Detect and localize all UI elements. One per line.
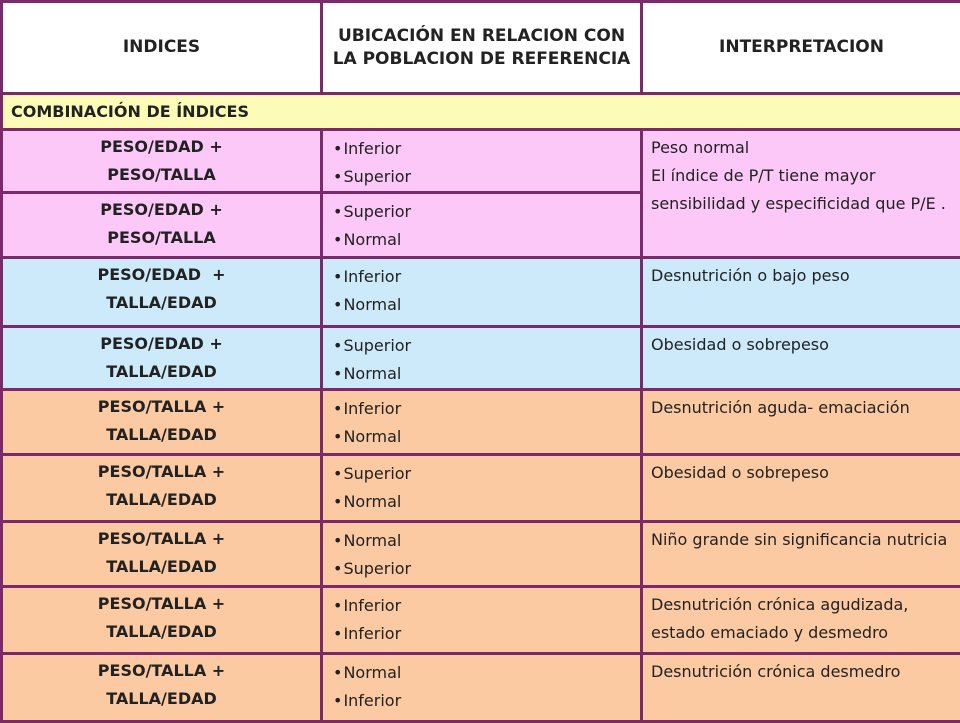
location-cell (322, 258, 642, 327)
interpretation-cell: Desnutrición aguda- emaciación (642, 390, 960, 455)
location-cell (322, 130, 642, 193)
index-line: TALLA/EDAD (3, 421, 320, 449)
index-cell (2, 587, 322, 654)
table-row (2, 455, 960, 522)
index-cell (2, 390, 322, 455)
location-item: • Superior (333, 332, 640, 360)
interpretation-text: Peso normal (651, 134, 952, 162)
index-line: PESO/EDAD + (3, 196, 320, 224)
location-cell (322, 587, 642, 654)
location-item: • Inferior (333, 395, 640, 423)
location-item: • Superior (333, 555, 640, 583)
index-line: TALLA/EDAD (3, 289, 320, 317)
index-line: TALLA/EDAD (3, 486, 320, 514)
location-cell (322, 654, 642, 722)
index-cell (2, 130, 322, 193)
interpretation-text: El índice de P/T tiene mayor sensibilidad y especificidad que P/E . (651, 162, 952, 218)
location-item: • Superior (333, 198, 640, 226)
index-line: TALLA/EDAD (3, 553, 320, 581)
interpretation-cell: Obesidad o sobrepeso (642, 327, 960, 390)
index-line: PESO/EDAD + (3, 133, 320, 161)
index-cell (2, 193, 322, 258)
index-line: PESO/TALLA + (3, 657, 320, 685)
interpretation-cell: Desnutrición o bajo peso (642, 258, 960, 327)
location-item: • Normal (333, 488, 640, 516)
location-cell (322, 390, 642, 455)
location-item: • Normal (333, 226, 640, 254)
index-line: PESO/TALLA + (3, 525, 320, 553)
location-item: • Superior (333, 163, 640, 191)
interpretation-cell: Niño grande sin significancia nutricia (642, 522, 960, 587)
table-row (2, 130, 960, 193)
table-row (2, 258, 960, 327)
index-cell (2, 327, 322, 390)
location-item: • Superior (333, 460, 640, 488)
index-cell (2, 654, 322, 722)
header-ubicacion: UBICACIÓN EN RELACION CON LA POBLACION DE REFERENCIA (322, 2, 642, 94)
table-row (2, 522, 960, 587)
section-title: COMBINACIÓN DE ÍNDICES (2, 94, 960, 130)
location-item: • Normal (333, 291, 640, 319)
interpretation-cell: Obesidad o sobrepeso (642, 455, 960, 522)
location-cell (322, 522, 642, 587)
location-item: • Normal (333, 423, 640, 451)
table-row (2, 587, 960, 654)
index-line: TALLA/EDAD (3, 358, 320, 386)
interpretation-cell: Desnutrición crónica agudizada, estado emaciado y desmedro (642, 587, 960, 654)
index-line: PESO/EDAD + (3, 261, 320, 289)
index-line: PESO/EDAD + (3, 330, 320, 358)
index-line: TALLA/EDAD (3, 685, 320, 713)
section-row (2, 94, 960, 130)
index-line: PESO/TALLA + (3, 458, 320, 486)
index-line: PESO/TALLA (3, 224, 320, 252)
interpretation-cell: Desnutrición crónica desmedro (642, 654, 960, 722)
table-row (2, 654, 960, 722)
index-line: PESO/TALLA + (3, 393, 320, 421)
location-item: • Normal (333, 527, 640, 555)
table-row (2, 390, 960, 455)
interpretation-cell-merged (642, 130, 960, 258)
index-line: TALLA/EDAD (3, 618, 320, 646)
index-cell (2, 258, 322, 327)
location-item: • Inferior (333, 135, 640, 163)
location-item: • Normal (333, 659, 640, 687)
location-cell (322, 193, 642, 258)
location-item: • Inferior (333, 620, 640, 648)
index-cell (2, 522, 322, 587)
location-item: • Normal (333, 360, 640, 388)
table-row (2, 327, 960, 390)
index-line: PESO/TALLA (3, 161, 320, 189)
location-item: • Inferior (333, 263, 640, 291)
index-cell (2, 455, 322, 522)
header-interpretacion: INTERPRETACION (642, 2, 960, 94)
index-line: PESO/TALLA + (3, 590, 320, 618)
location-cell (322, 327, 642, 390)
location-item: • Inferior (333, 592, 640, 620)
header-indices: INDICES (2, 2, 322, 94)
location-cell (322, 455, 642, 522)
location-item: • Inferior (333, 687, 640, 715)
header-row (2, 2, 960, 94)
